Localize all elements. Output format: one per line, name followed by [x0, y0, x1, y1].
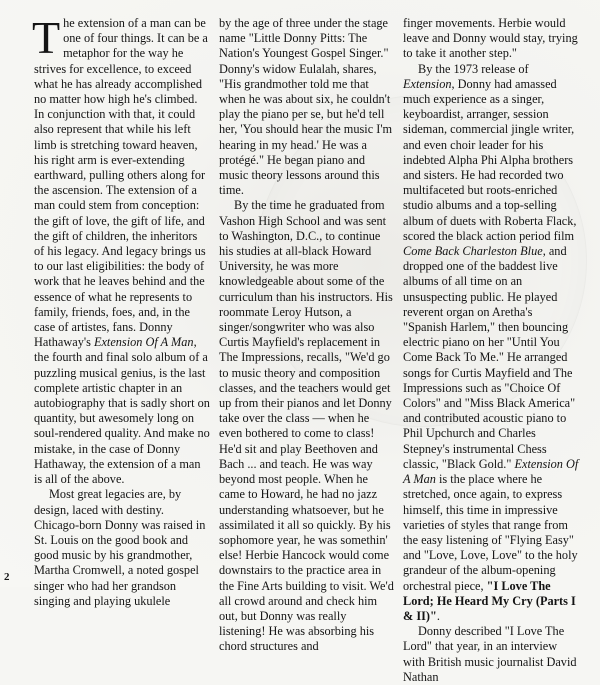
paragraph-text: , Donny had amassed much experience as a singer, keyboardist, arranger, session sideman, commercial jingle writer, and even choir leader for his indebted Alpha Phi Alpha brothers and sisters. He had recorded two multifaceted but roots-enriched studio albums and a top-selling album of duets with Roberta Flack, scored the black action period film	[403, 76, 577, 243]
paragraph-text: , the fourth and final solo album of a puzzling musical genius, is the last complete artistic chapter in an autobiography that is sadly short on quantity, but awesomely long on soul-rendered quality. And make no mistake, in the case of Donny Hathaway, the extension of a man is all of the above.	[34, 335, 210, 487]
column-2	[219, 16, 395, 655]
drop-cap: T	[32, 12, 61, 63]
paragraph	[32, 12, 210, 487]
paragraph: By the time he graduated from Vashon High School and was sent to Washington, D.C., to continue his studies at all-black Howard University, he was more knowledgeable about some of the curriculum than his instructors. His roommate Leroy Hutson, a singer/songwriter who was also Curtis Mayfield's replacement in The Impressions, recalls, "We'd go to music theory and composition classes, and the teachers would get up from their pianos and let Donny take over the class — when he even bothered to come to class! He'd sit and play Beethoven and Bach ... and teach. He was way beyond most people. When he came to Howard, he had no jazz understanding whatsoever, but he assimilated it all so quickly. By his sophomore year, he was somethin' else! Herbie Hancock would come downstairs to the practice area in the Fine Arts building to visit. We'd all crowd around and check him out, but Donny was really listening! He was absorbing his chord structures and	[219, 198, 394, 654]
album-title: Extension Of A Man	[403, 456, 579, 487]
column-3	[403, 16, 579, 685]
paragraph-text: is the place where he stretched, once again, to express himself, this time in impressive varieties of styles that range from the easy listening of "Flying Easy" and "Love, Love, Love" to the holy grandeur of the album-opening orchestral piece,	[403, 472, 578, 593]
paragraph-text: , and dropped one of the baddest live albums of all time on an unsuspecting public. He played reverent organ on Aretha's "Spanish Harlem," then bouncing electric piano on her "Until You Come Back To Me." He arranged songs for Curtis Mayfield and The Impressions such as "Choice Of Colors" and "Miss Black America" and contributed acoustic piano to Phil Upchurch and Charles Stepney's instrumental Chess classic, "Black Gold."	[403, 244, 576, 471]
page-number: 2	[4, 571, 10, 583]
paragraph-text: By the 1973 release of	[418, 61, 529, 76]
paragraph: finger movements. Herbie would leave and Donny would stay, trying to take it another step."	[403, 16, 578, 61]
column-1	[32, 12, 210, 609]
paragraph	[403, 62, 579, 625]
film-title: Come Back Charleston Blue	[403, 244, 543, 259]
paragraph-text: he extension of a man can be one of four things. It can be a metaphor for the way he strives for excellence, to exceed what he has already accomplished no matter how high he's climbed. In conjunction with that, it could also represent that while his left limb is stretching toward heaven, his right arm is ever-extending earthward, pulling others along for the ascension. The extension of a man could stem from conception: the gift of love, the gift of life, and the gift of children, the inheritors of his legacy. And legacy brings us to our last eligibilities: the body of work that he leaves behind and the essence of what he represents to family, friends, foes, and, in the case of artistes, fans. Donny Hathaway's	[34, 16, 208, 350]
paragraph-text: .	[436, 608, 440, 623]
paragraph: Donny described "I Love The Lord" that year, in an interview with British music journalist David Nathan	[403, 624, 577, 684]
paragraph: Most great legacies are, by design, laced with destiny. Chicago-born Donny was raised in St. Louis on the good book and good music by his grandmother, Martha Cromwell, a noted gospel singer who had her grandson singing and playing ukulele	[34, 487, 206, 608]
track-title: "I Love The Lord; He Heard My Cry (Parts I & II)"	[403, 578, 576, 623]
paragraph: by the age of three under the stage name "Little Donny Pitts: The Nation's Youngest Gospel Singer." Donny's widow Eulalah, shares, "His grandmother told me that when he was about six, he couldn't play the piano per se, but he'd tell her, 'You should hear the music I'm hearing in my head.' He was a protégé." He began piano and music theory lessons around this time.	[219, 16, 393, 198]
album-title: Extension Of A Man	[93, 335, 194, 350]
album-title: Extension	[403, 76, 452, 91]
